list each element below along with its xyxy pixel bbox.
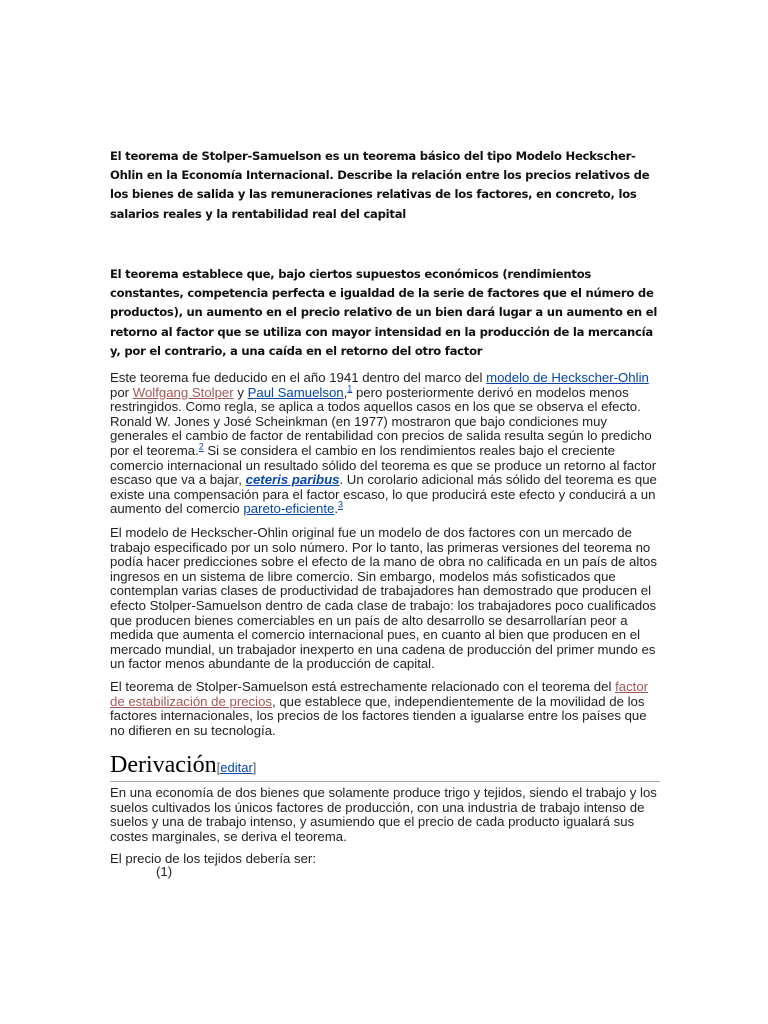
derivation-paragraph: En una economía de dos bienes que solamente produce trigo y tejidos, siendo el trabajo y los suelos cultivados los únicos factores de producción, con una industria de trabajo intenso de suelos y una de trabajo intenso, y asumiendo que el precio de cada producto igualará sus costes marginales, se deriva el teorema. xyxy=(110,785,657,844)
section-title: Derivación xyxy=(110,752,217,778)
edit-section xyxy=(217,760,257,775)
text: y xyxy=(233,384,248,400)
reference-2-link[interactable]: 2 xyxy=(198,441,204,452)
text: . xyxy=(334,501,338,517)
text: Si se considera el cambio en los rendimientos reales bajo el creciente comercio internacional un resultado sólido del teorema es que se produce un retorno al factor escaso que va a bajar, xyxy=(110,442,657,488)
text: Este teorema fue deducido en el año 1941 dentro del marco del xyxy=(110,370,487,385)
reference-1-link[interactable]: 1 xyxy=(347,383,353,394)
text: pero posteriormente derivó en modelos menos restringidos. Como regla, se aplica a todos aquellos casos en los que se observa el efecto. Ronald W. Jones y José Scheinkman (en 1977) mostraron que bajo condiciones muy generales el cambio de factor de rentabilidad con precios de salida resulta según lo predicho por el teorema. xyxy=(110,384,652,458)
heckscher-ohlin-paragraph: El modelo de Heckscher-Ohlin original fue un modelo de dos factores con un mercado de trabajo especificado por un solo número. Por lo tanto, las primeras versiones del teorema no podía hacer predicciones sobre el efecto de la mano de obra no calificada en un país de altos ingresos en un sistema de libre comercio. Sin embargo, modelos más sofisticados que contemplan varias clases de productividad de trabajadores han demostrado que producen el efecto Stolper-Samuelson dentro de cada clase de trabajo: los trabajadores poco cualificados que producen bienes comerciables en un país de alto desarrollo se desarrollarían peor a medida que aumenta el comercio internacional pues, en cuanto al bien que producen en el mercado mundial, un trabajador inexperto en una cadena de producción del primer mundo es un factor menos abundante de la producción de capital. xyxy=(110,525,657,672)
text: El teorema de Stolper-Samuelson está estrechamente relacionado con el teorema del xyxy=(110,679,616,694)
link-pareto-eficiente[interactable]: pareto-eficiente xyxy=(243,501,335,517)
history-paragraph xyxy=(110,371,658,517)
edit-section-link[interactable]: editar xyxy=(220,760,253,775)
section-heading-derivacion xyxy=(110,752,660,782)
text: , que establece que, independientemente de la movilidad de los factores internacionales, los precios de los factores tienden a igualarse entre los países que no difieren en su tecnología. xyxy=(110,693,647,738)
bracket-open: [ xyxy=(216,760,221,775)
link-wolfgang-stolper[interactable]: Wolfgang Stolper xyxy=(132,384,234,400)
reference-3-link[interactable]: 3 xyxy=(338,499,344,510)
link-modelo-heckscher-ohlin[interactable]: modelo de Heckscher-Ohlin xyxy=(486,370,649,385)
bracket-close: ] xyxy=(252,760,257,775)
intro-bold-paragraph-1: El teorema de Stolper-Samuelson es un teorema básico del tipo Modelo Heckscher-Ohlin en la Economía Internacional. Describe la relación entre los precios relativos de los bienes de salida y las remuneraciones relativas de los factores, en concreto, los salarios reales y la rentabilidad real del capital xyxy=(110,149,650,221)
link-ceteris-paribus[interactable]: ceteris paribus xyxy=(245,472,340,488)
link-factor-estabilizacion-precios[interactable]: factor de estabilización de precios xyxy=(110,679,649,709)
text: por xyxy=(110,384,133,400)
factor-price-paragraph xyxy=(110,680,658,738)
link-paul-samuelson[interactable]: Paul Samuelson xyxy=(247,384,344,400)
text: , xyxy=(343,384,348,400)
equation-number: (1) xyxy=(156,864,173,879)
price-paragraph: El precio de los tejidos debería ser: xyxy=(110,851,316,866)
text: . Un corolario adicional más sólido del teorema es que existe una compensación para el factor escaso, lo que producirá este efecto y conducirá a un aumento del comercio xyxy=(110,472,657,517)
intro-bold-paragraph-2: El teorema establece que, bajo ciertos supuestos económicos (rendimientos constantes, competencia perfecta e igualdad de la serie de factores que el número de productos), un aumento en el precio relativo de un bien dará lugar a un aumento en el retorno al factor que se utiliza con mayor intensidad en la producción de la mercancía y, por el contrario, a una caída en el retorno del otro factor xyxy=(110,267,658,358)
